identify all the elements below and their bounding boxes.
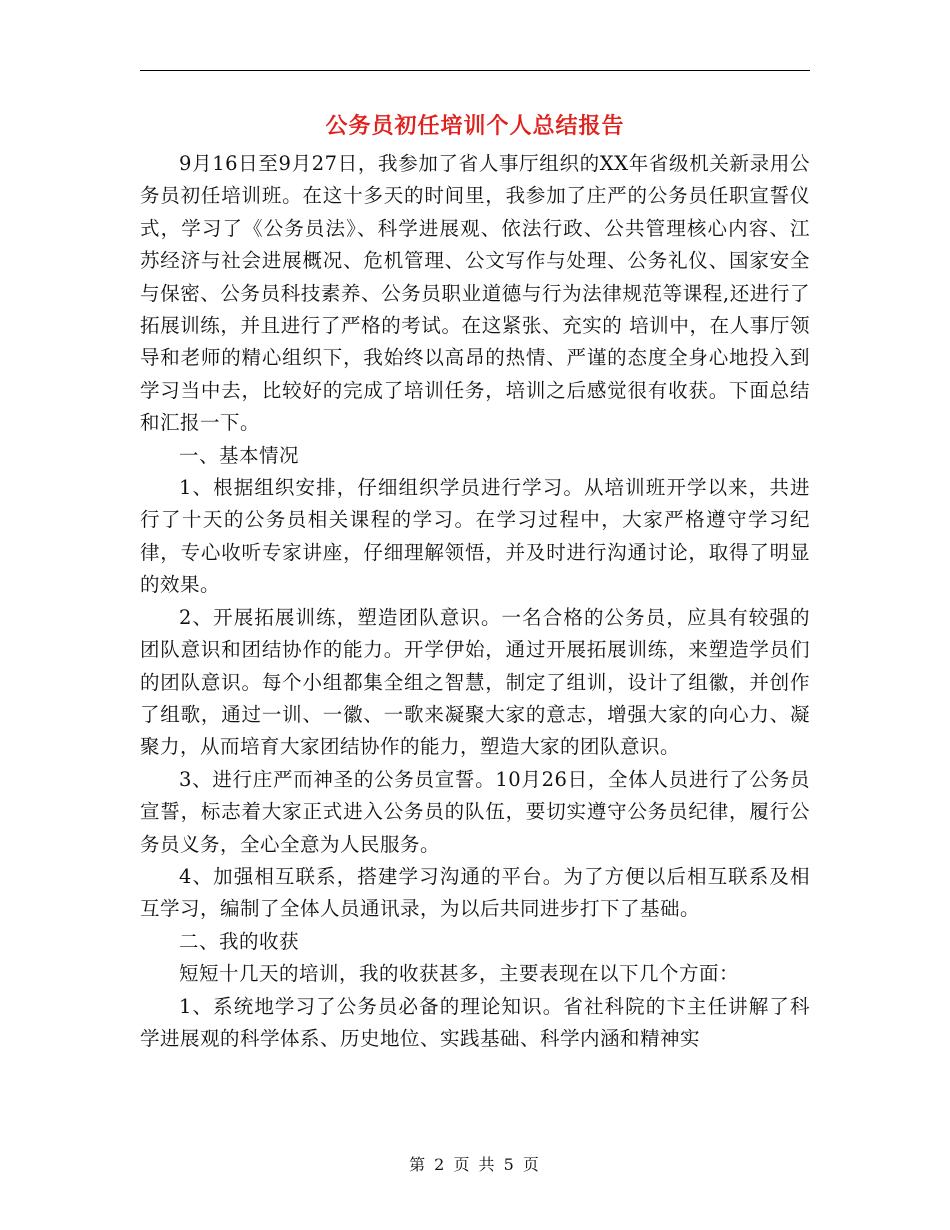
section-heading-gains: 二、我的收获	[179, 929, 300, 953]
document-body	[140, 148, 810, 1055]
section-heading-basic: 一、基本情况	[179, 443, 300, 467]
document-title: 公务员初任培训个人总结报告	[325, 113, 625, 139]
paragraph-item-4: 4、加强相互联系，搭建学习沟通的平台。为了方便以后相互联系及相互学习，编制了全体人员通讯录，为以后共同进步打下了基础。	[140, 864, 810, 921]
paragraph-item-1: 1、根据组织安排，仔细组织学员进行学习。从培训班开学以来，共进行了十天的公务员相关课程的学习。在学习过程中，大家严格遵守学习纪律，专心收听专家讲座，仔细理解领悟，并及时进行沟通讨论，取得了明显的效果。	[140, 476, 810, 597]
paragraph-item-2: 2、开展拓展训练，塑造团队意识。一名合格的公务员，应具有较强的团队意识和团结协作的能力。开学伊始，通过开展拓展训练，来塑造学员们的团队意识。每个小组都集全组之智慧，制定了组训，设计了组徽，并创作了组歌，通过一训、一徽、一歌来凝聚大家的意志，增强大家的向心力、凝聚力，从而培育大家团结协作的能力，塑造大家的团队意识。	[140, 605, 810, 759]
paragraph-gains-1: 1、系统地学习了公务员必备的理论知识。省社科院的卞主任讲解了科学进展观的科学体系、历史地位、实践基础、科学内涵和精神实	[140, 994, 810, 1050]
page-footer: 第 2 页 共 5 页	[409, 1155, 541, 1174]
paragraph-item-3: 3、进行庄严而神圣的公务员宣誓。10月26日，全体人员进行了公务员宣誓，标志着大家正式进入公务员的队伍，要切实遵守公务员纪律，履行公务员义务，全心全意为人民服务。	[140, 767, 810, 856]
paragraph-gains-intro: 短短十几天的培训，我的收获甚多，主要表现在以下几个方面：	[179, 962, 740, 986]
paragraph-intro: 9月16日至9月27日，我参加了省人事厅组织的XX年省级机关新录用公务员初任培训班。在这十多天的时间里，我参加了庄严的公务员任职宣誓仪式，学习了《公务员法》、科学进展观、依法行政、公共管理核心内容、江苏经济与社会进展概况、危机管理、公文写作与处理、公务礼仪、国家安全与保密、公务员科技素养、公务员职业道德与行为法律规范等课程,还进行了拓展训练，并且进行了严格的考试。在这紧张、充实的 培训中，在人事厅领导和老师的精心组织下，我始终以高昂的热情、严谨的态度全身心地投入到学习当中去，比较好的完成了培训任务，培训之后感觉很有收获。下面总结和汇报一下。	[140, 152, 810, 435]
header-rule	[140, 70, 810, 71]
